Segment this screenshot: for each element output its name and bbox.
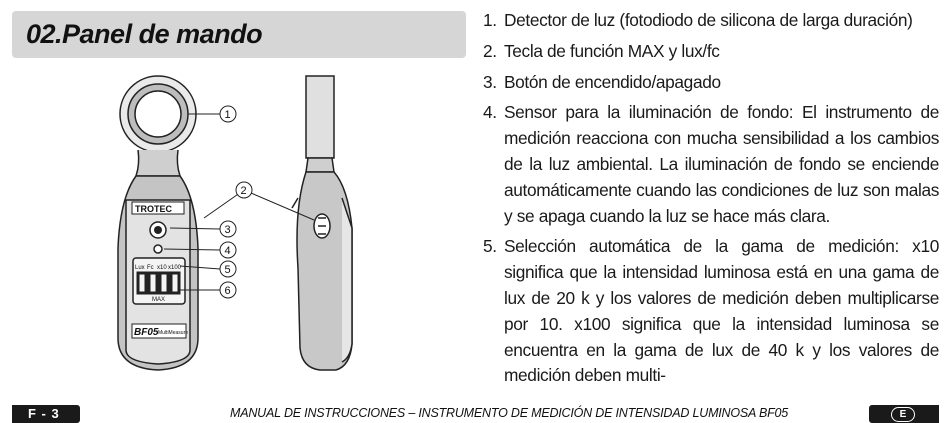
list-item-number: 4. [483, 102, 497, 123]
list-item-5 [483, 234, 939, 389]
list-item-text: Sensor para la iluminación de fondo: El instrumento de medición reacciona con mucha sensibilidad a los cambios de la luz ambiental. La iluminación de fondo se enciende automáticamente cuando las condiciones de luz son malas y se apaga cuando la luz se hace más clara. [504, 102, 939, 226]
list-item-number: 3. [483, 71, 497, 92]
list-item-2 [483, 39, 939, 65]
section-title: 02.Panel de mando [26, 19, 263, 49]
callout-6-label: 6 [224, 285, 231, 297]
list-item-4 [483, 100, 939, 229]
device-front-view [118, 76, 198, 370]
lcd-label-max: MAX [152, 297, 166, 303]
callout-4-label: 4 [224, 245, 231, 257]
language-badge [869, 405, 939, 423]
lcd-label-fc: Fc [147, 265, 154, 271]
lcd-label-x10: x10 [157, 265, 167, 271]
lcd-label-lux: Lux [135, 265, 145, 271]
list-item-number: 5. [483, 236, 497, 257]
list-item-1 [483, 8, 939, 34]
list-item-text: Botón de encendido/apagado [504, 71, 721, 92]
language-code: E [891, 407, 915, 422]
list-item-number: 1. [483, 10, 497, 30]
model-label: BF05 [134, 327, 159, 338]
list-item-text: Selección automática de la gama de medición: x10 significa que la intensidad luminosa está en una gama de lux de 20 k y los valores de medición deben multiplicarse por 10. x100 significa que la intensidad luminosa se encuentra en la gama de lux de 40 k y los valores de medición deben multi- [504, 236, 939, 386]
manual-title: MANUAL DE INSTRUCCIONES – INSTRUMENTO DE MEDICIÓN DE INTENSIDAD LUMINOSA BF05 [230, 406, 789, 420]
list-item-text: Detector de luz (fotodiodo de silicona de larga duración) [504, 10, 913, 30]
callout-3-label: 3 [224, 224, 231, 236]
callout-5-label: 5 [224, 264, 231, 276]
page-number-badge [12, 405, 80, 423]
device-side-view [292, 76, 352, 370]
list-item-text: Tecla de función MAX y lux/fc [504, 40, 720, 61]
callout-1-label: 1 [224, 109, 231, 121]
lcd-label-x100: x100 [168, 265, 182, 271]
section-title-bar [12, 11, 466, 58]
series-label: MultiMeasure [158, 330, 189, 336]
callout-2-label: 2 [240, 185, 247, 197]
device-illustration [80, 68, 460, 408]
list-item-number: 2. [483, 40, 497, 61]
control-panel-list [483, 8, 939, 389]
page-number: F - 3 [28, 406, 60, 421]
list-item-3 [483, 70, 939, 96]
brand-label: TROTEC [135, 204, 172, 214]
